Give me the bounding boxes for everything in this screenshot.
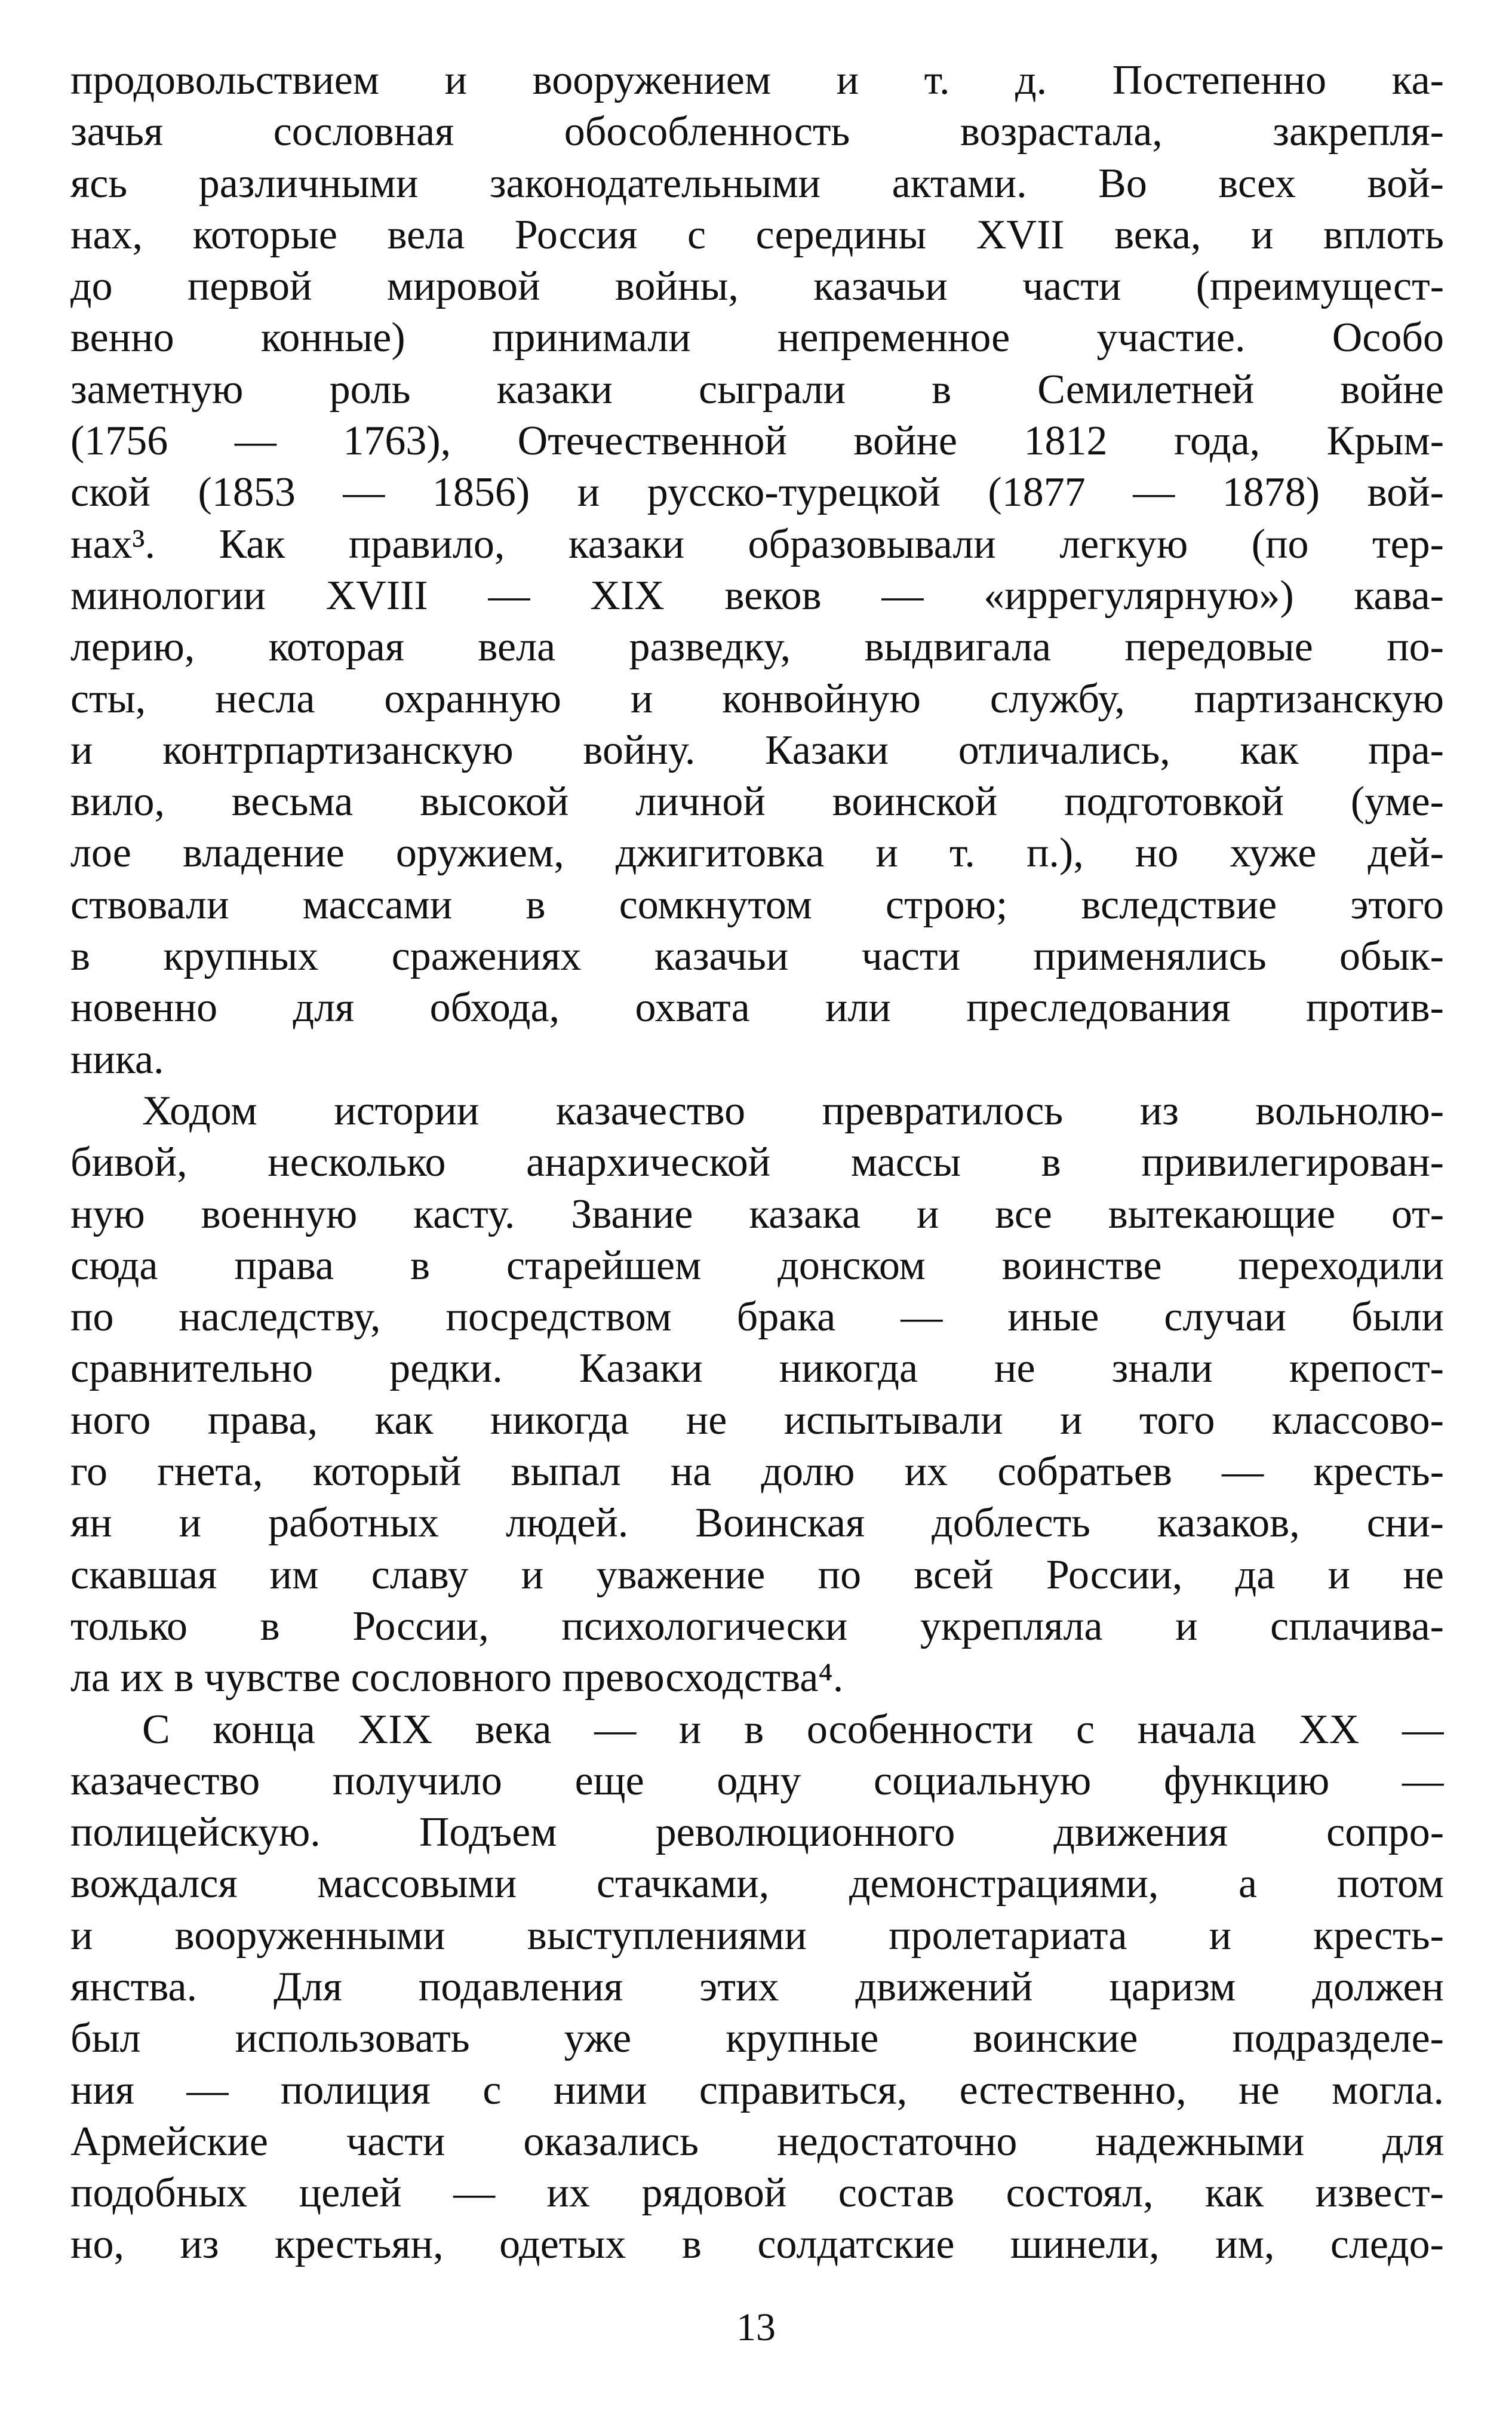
text-line: казачество получило еще одну социальную функцию — bbox=[70, 1757, 1444, 1804]
text-line: сюда права в старейшем донском воинстве переходили bbox=[70, 1242, 1444, 1289]
text-line: ской (1853 — 1856) и русско-турецкой (1877 — 1878) вой- bbox=[70, 469, 1444, 516]
text-line: ствовали массами в сомкнутом строю; вследствие этого bbox=[70, 881, 1444, 928]
text-line: только в России, психологически укрепляла и сплачива- bbox=[70, 1603, 1444, 1649]
text-line: ника. bbox=[70, 1036, 164, 1083]
text-line: Ходом истории казачество превратилось из вольнолю- bbox=[142, 1087, 1444, 1134]
text-line: нах, которые вела Россия с середины XVII века, и вплоть bbox=[70, 211, 1444, 258]
text-line: ясь различными законодательными актами. Во всех вой- bbox=[70, 160, 1444, 207]
text-line: лерию, которая вела разведку, выдвигала передовые по- bbox=[70, 624, 1444, 671]
text-line: минологии XVIII — XIX веков — «иррегулярную») кава- bbox=[70, 572, 1444, 619]
text-line: ла их в чувстве сословного превосходства⁴. bbox=[70, 1655, 844, 1701]
text-line: по наследству, посредством брака — иные случаи были bbox=[70, 1294, 1444, 1341]
text-line: вождался массовыми стачками, демонстрациями, а потом bbox=[70, 1861, 1444, 1907]
text-line: сты, несла охранную и конвойную службу, партизанскую bbox=[70, 675, 1444, 722]
text-line: (1756 — 1763), Отечественной войне 1812 года, Крым- bbox=[70, 418, 1444, 465]
text-line: нах³. Как правило, казаки образовывали легкую (по тер- bbox=[70, 521, 1444, 567]
page-number: 13 bbox=[736, 2306, 776, 2349]
text-line: го гнета, который выпал на долю их собратьев — кресть- bbox=[70, 1449, 1444, 1495]
text-line: полицейскую. Подъем революционного движения сопро- bbox=[70, 1809, 1444, 1856]
text-line: сравнительно редки. Казаки никогда не знали крепост- bbox=[70, 1345, 1444, 1392]
body-text bbox=[70, 55, 1444, 2271]
text-line: вило, весьма высокой личной воинской подготовкой (уме- bbox=[70, 779, 1444, 825]
text-line: продовольствием и вооружением и т. д. Постепенно ка- bbox=[70, 57, 1444, 103]
text-line: лое владение оружием, джигитовка и т. п.), но хуже дей- bbox=[70, 830, 1444, 877]
text-line: зачья сословная обособленность возрастала, закрепля- bbox=[70, 109, 1444, 155]
text-line: в крупных сражениях казачьи части применялись обык- bbox=[70, 933, 1444, 980]
text-line: венно конные) принимали непременное участие. Особо bbox=[70, 315, 1444, 361]
text-line: Армейские части оказались недостаточно надежными для bbox=[70, 2118, 1444, 2165]
text-line: С конца XIX века — и в особенности с начала XX — bbox=[142, 1706, 1444, 1753]
text-line: и вооруженными выступлениями пролетариата и кресть- bbox=[70, 1912, 1444, 1959]
text-line: ную военную касту. Звание казака и все вытекающие от- bbox=[70, 1191, 1444, 1237]
text-line: и контрпартизанскую войну. Казаки отличались, как пра- bbox=[70, 727, 1444, 773]
text-line: новенно для обхода, охвата или преследования против- bbox=[70, 985, 1444, 1031]
text-line: заметную роль казаки сыграли в Семилетней войне bbox=[70, 366, 1444, 413]
text-line: был использовать уже крупные воинские подразделе- bbox=[70, 2015, 1444, 2062]
text-line: ного права, как никогда не испытывали и того классово- bbox=[70, 1397, 1444, 1443]
text-line: скавшая им славу и уважение по всей России, да и не bbox=[70, 1551, 1444, 1598]
text-line: но, из крестьян, одетых в солдатские шинели, им, следо- bbox=[70, 2221, 1444, 2268]
text-line: янства. Для подавления этих движений царизм должен bbox=[70, 1963, 1444, 2010]
text-line: подобных целей — их рядовой состав состоял, как извест- bbox=[70, 2170, 1444, 2217]
text-line: до первой мировой войны, казачьи части (преимущест- bbox=[70, 263, 1444, 310]
text-line: ян и работных людей. Воинская доблесть казаков, сни- bbox=[70, 1500, 1444, 1547]
text-line: бивой, несколько анархической массы в привилегирован- bbox=[70, 1139, 1444, 1186]
text-line: ния — полиция с ними справиться, естественно, не могла. bbox=[70, 2067, 1444, 2113]
